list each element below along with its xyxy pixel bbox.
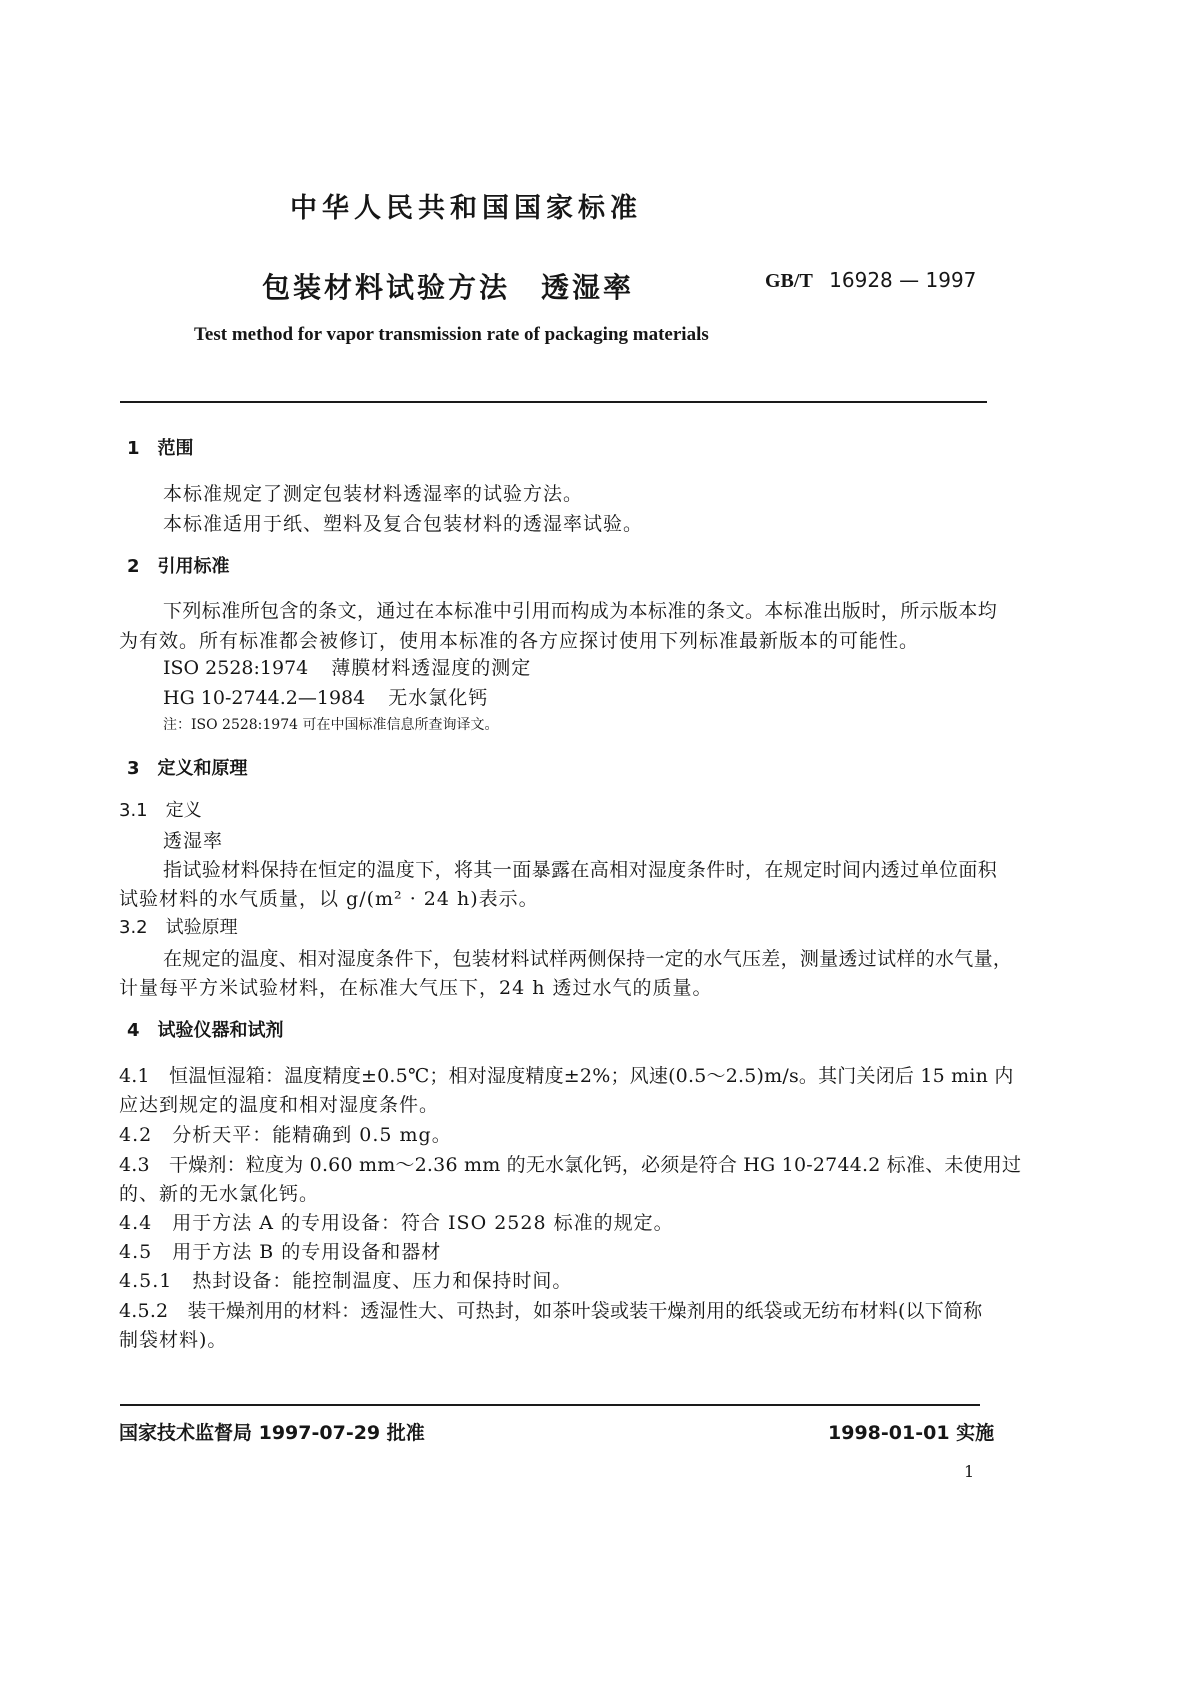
section-3-2-heading: 3.2 试验原理 — [119, 917, 238, 938]
reference-note: 注：ISO 2528:1974 可在中国标准信息所查询译文。 — [163, 717, 499, 733]
section-1-paragraph-1: 本标准规定了测定包装材料透湿率的试验方法。 — [163, 483, 584, 505]
item-4-5-2-line-2: 制袋材料)。 — [119, 1329, 228, 1351]
item-4-1-line-2: 应达到规定的温度和相对湿度条件。 — [119, 1094, 440, 1116]
section-1-heading: 1 范围 — [127, 438, 194, 459]
section-4-heading: 4 试验仪器和试剂 — [127, 1020, 284, 1041]
item-4-3-line-1: 4.3 干燥剂：粒度为 0.60 mm～2.36 mm 的无水氯化钙，必须是符合 HG 10-2744.2 标准、未使用过 — [119, 1154, 1022, 1176]
section-3-heading: 3 定义和原理 — [127, 758, 248, 779]
principle-line-1: 在规定的温度、相对湿度条件下，包装材料试样两侧保持一定的水气压差，测量透过试样的水气量， — [163, 948, 1013, 970]
section-2-paragraph-line-2: 为有效。所有标准都会被修订，使用本标准的各方应探讨使用下列标准最新版本的可能性。 — [119, 630, 920, 652]
reference-1-code: ISO 2528:1974 — [163, 657, 309, 679]
section-1-paragraph-2: 本标准适用于纸、塑料及复合包装材料的透湿率试验。 — [163, 513, 644, 535]
definition-line-2: 试验材料的水气质量，以 g/(m² · 24 h)表示。 — [119, 888, 539, 910]
item-4-5-1: 4.5.1 热封设备：能控制温度、压力和保持时间。 — [119, 1270, 573, 1292]
reference-2 — [163, 683, 488, 710]
section-2-heading: 2 引用标准 — [127, 556, 230, 577]
standard-code — [765, 268, 976, 293]
document-title-en: Test method for vapor transmission rate of packaging materials — [194, 324, 709, 345]
footer-rule — [120, 1404, 980, 1406]
section-2-paragraph-line-1: 下列标准所包含的条文，通过在本标准中引用而构成为本标准的条文。本标准出版时，所示版本均 — [163, 600, 998, 622]
term-vapor-transmission-rate: 透湿率 — [163, 830, 224, 852]
document-title-cn: 包装材料试验方法 透湿率 — [262, 271, 635, 304]
item-4-5: 4.5 用于方法 B 的专用设备和器材 — [119, 1241, 442, 1263]
reference-1 — [163, 653, 531, 680]
principle-line-2: 计量每平方米试验材料，在标准大气压下，24 h 透过水气的质量。 — [119, 977, 713, 999]
definition-line-1: 指试验材料保持在恒定的温度下，将其一面暴露在高相对湿度条件时，在规定时间内透过单位面积 — [163, 859, 998, 881]
item-4-4: 4.4 用于方法 A 的专用设备：符合 ISO 2528 标准的规定。 — [119, 1212, 674, 1234]
effective-date: 1998-01-01 实施 — [828, 1422, 995, 1444]
item-4-2: 4.2 分析天平：能精确到 0.5 mg。 — [119, 1124, 452, 1146]
national-standard-title: 中华人民共和国国家标准 — [290, 193, 642, 224]
reference-2-title: 无水氯化钙 — [388, 687, 489, 709]
item-4-1-line-1: 4.1 恒温恒湿箱：温度精度±0.5℃；相对湿度精度±2%；风速(0.5～2.5)m/s。其门关闭后 15 min 内 — [119, 1065, 1014, 1087]
reference-1-title: 薄膜材料透湿度的测定 — [331, 657, 532, 679]
item-4-3-line-2: 的、新的无水氯化钙。 — [119, 1183, 320, 1205]
standard-number: 16928 — 1997 — [829, 268, 977, 292]
standard-prefix: GB/T — [765, 270, 813, 292]
section-3-1-heading: 3.1 定义 — [119, 800, 202, 821]
reference-2-code: HG 10-2744.2—1984 — [163, 687, 366, 709]
item-4-5-2-line-1: 4.5.2 装干燥剂用的材料：透湿性大、可热封，如茶叶袋或装干燥剂用的纸袋或无纺布材料(以下简称 — [119, 1300, 983, 1322]
page-number: 1 — [964, 1462, 975, 1481]
header-rule — [120, 401, 987, 403]
approval-info: 国家技术监督局 1997-07-29 批准 — [119, 1422, 425, 1444]
